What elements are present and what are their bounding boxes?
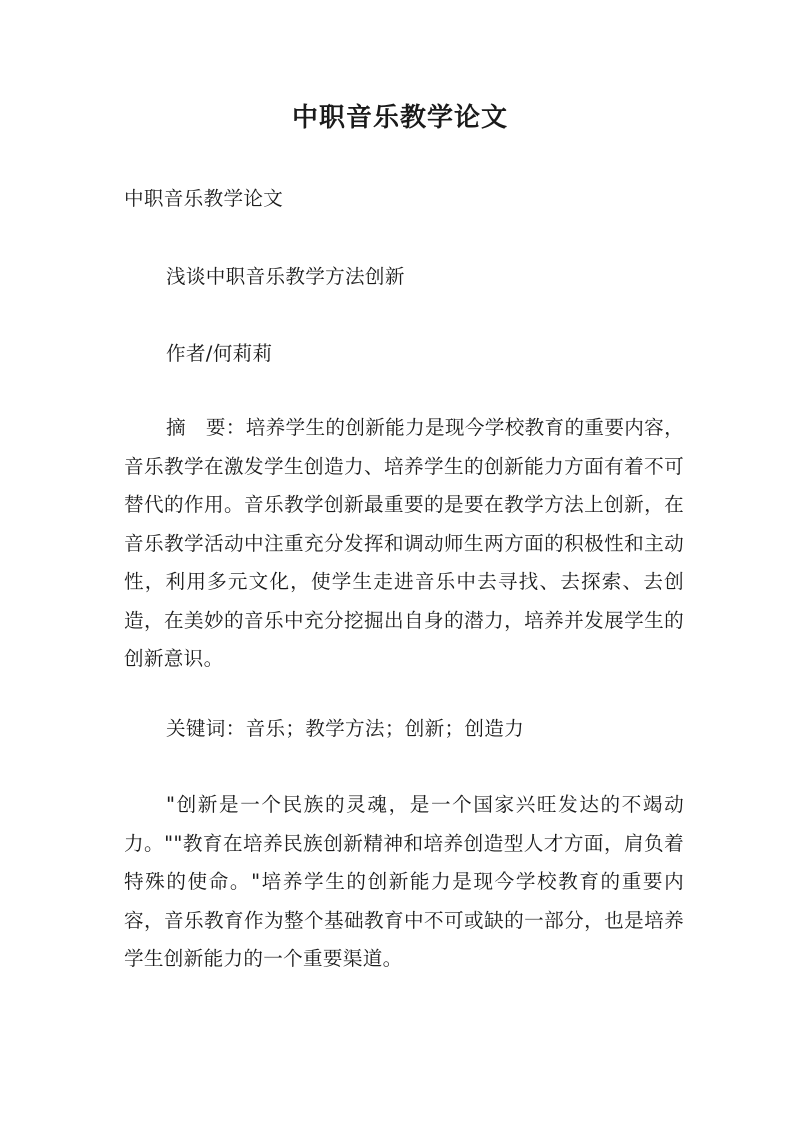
article-title: 浅谈中职音乐教学方法创新	[166, 265, 405, 288]
author-line: 作者/何莉莉	[166, 342, 273, 365]
document-title: 中职音乐教学论文	[291, 103, 508, 133]
body-paragraph: "创新是一个民族的灵魂，是一个国家兴旺发达的不竭动力。""教育在培养民族创新精神和培养创造型人才方面，肩负着特殊的使命。"培养学生的创新能力是现今学校教育的重要内容，音乐教育作为整个基础教育中不可或缺的一部分，也是培养学生创新能力的一个重要渠道。	[124, 793, 684, 970]
document-subtitle: 中职音乐教学论文	[124, 187, 284, 210]
abstract-paragraph: 摘 要：培养学生的创新能力是现今学校教育的重要内容，音乐教学在激发学生创造力、培养学生的创新能力方面有着不可替代的作用。音乐教学创新最重要的是要在教学方法上创新，在音乐教学活动中注重充分发挥和调动师生两方面的积极性和主动性，利用多元文化，使学生走进音乐中去寻找、去探索、去创造，在美妙的音乐中充分挖掘出自身的潜力，培养并发展学生的创新意识。	[124, 416, 684, 670]
keywords-line: 关键词：音乐；教学方法；创新；创造力	[166, 717, 525, 740]
